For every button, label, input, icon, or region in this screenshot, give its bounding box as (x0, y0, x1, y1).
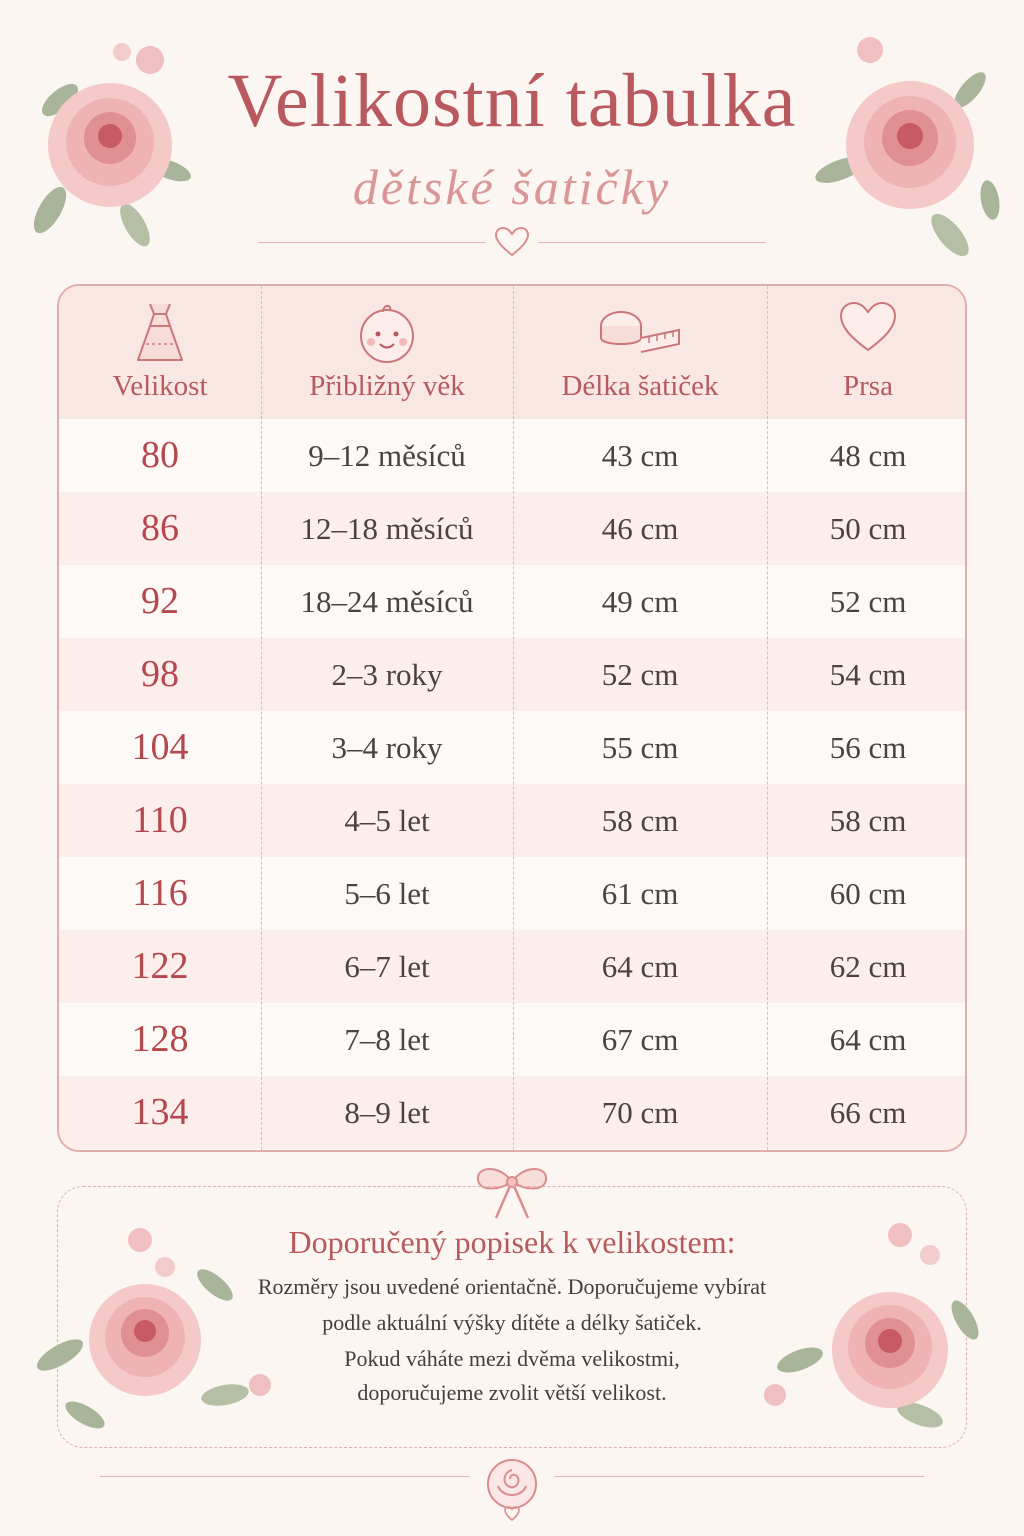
baby-face-icon (352, 300, 422, 364)
cell-age: 9–12 měsíců (308, 438, 466, 473)
cell-size: 110 (132, 799, 188, 841)
cell-size: 86 (141, 507, 179, 549)
dress-icon (130, 300, 190, 364)
cell-length: 61 cm (601, 876, 679, 911)
column-label-chest: Prsa (843, 370, 893, 402)
note-line: Pokud váháte mezi dvěma velikostmi, (344, 1346, 680, 1371)
cell-chest: 62 cm (829, 949, 907, 984)
column-header-length (513, 286, 767, 419)
column-divider (261, 286, 262, 1150)
cell-age: 3–4 roky (331, 730, 443, 765)
note-line: podle aktuální výšky dítěte a délky šatiček. (322, 1310, 702, 1335)
cell-length: 55 cm (601, 730, 679, 765)
table-row (59, 1076, 965, 1149)
cell-size: 104 (131, 726, 189, 768)
cell-size: 128 (131, 1018, 189, 1060)
cell-size: 122 (131, 945, 189, 987)
column-label-length: Délka šatiček (561, 370, 719, 402)
column-label-age: Přibližný věk (309, 370, 465, 402)
column-header-chest (767, 286, 967, 419)
cell-size: 98 (141, 653, 179, 695)
cell-chest: 48 cm (829, 438, 907, 473)
table-row (59, 565, 965, 638)
cell-age: 12–18 měsíců (300, 511, 474, 546)
cell-length: 64 cm (601, 949, 679, 984)
cell-age: 18–24 měsíců (300, 584, 474, 619)
column-divider (767, 286, 768, 1150)
cell-length: 46 cm (601, 511, 679, 546)
measuring-tape-icon (595, 300, 685, 364)
cell-chest: 60 cm (829, 876, 907, 911)
note-line: Rozměry jsou uvedené orientačně. Doporučujeme vybírat (257, 1274, 767, 1299)
cell-length: 58 cm (601, 803, 679, 838)
footer-divider-left (100, 1476, 470, 1477)
cell-chest: 58 cm (829, 803, 907, 838)
cell-chest: 66 cm (829, 1095, 907, 1130)
title-divider-left (258, 242, 486, 243)
column-label-size: Velikost (112, 370, 208, 402)
heart-icon (494, 226, 530, 258)
page-subtitle: dětské šatičky (352, 159, 672, 215)
column-header-age (261, 286, 513, 419)
cell-length: 43 cm (601, 438, 679, 473)
table-row (59, 930, 965, 1003)
cell-chest: 50 cm (829, 511, 907, 546)
table-row (59, 419, 965, 492)
table-row (59, 638, 965, 711)
size-table (57, 284, 967, 1152)
cell-age: 6–7 let (344, 949, 430, 984)
cell-size: 116 (132, 872, 188, 914)
rose-icon (484, 1456, 540, 1532)
cell-size: 92 (141, 580, 179, 622)
cell-age: 7–8 let (344, 1022, 430, 1057)
cell-age: 2–3 roky (331, 657, 443, 692)
cell-age: 5–6 let (344, 876, 430, 911)
cell-chest: 56 cm (829, 730, 907, 765)
table-row (59, 1003, 965, 1076)
cell-chest: 64 cm (829, 1022, 907, 1057)
cell-length: 70 cm (601, 1095, 679, 1130)
rose-bouquet-bottom-right-icon (750, 1210, 1000, 1440)
cell-length: 49 cm (601, 584, 679, 619)
cell-size: 80 (141, 434, 179, 476)
heart-icon (838, 300, 898, 356)
table-row (59, 857, 965, 930)
note-title: Doporučený popisek k velikostem: (288, 1224, 736, 1260)
table-row (59, 711, 965, 784)
cell-chest: 54 cm (829, 657, 907, 692)
footer-divider-right (554, 1476, 924, 1477)
cell-length: 52 cm (601, 657, 679, 692)
column-header-size (59, 286, 261, 419)
cell-age: 4–5 let (344, 803, 430, 838)
cell-size: 134 (131, 1091, 189, 1133)
table-row (59, 492, 965, 565)
note-line: doporučujeme zvolit větší velikost. (357, 1380, 667, 1405)
cell-age: 8–9 let (344, 1095, 430, 1130)
table-header (59, 286, 965, 419)
table-row (59, 784, 965, 857)
column-divider (513, 286, 514, 1150)
title-divider-right (538, 242, 766, 243)
cell-chest: 52 cm (829, 584, 907, 619)
rose-bouquet-bottom-left-icon (25, 1215, 285, 1440)
cell-length: 67 cm (601, 1022, 679, 1057)
page-title: Velikostní tabulka (227, 59, 797, 143)
